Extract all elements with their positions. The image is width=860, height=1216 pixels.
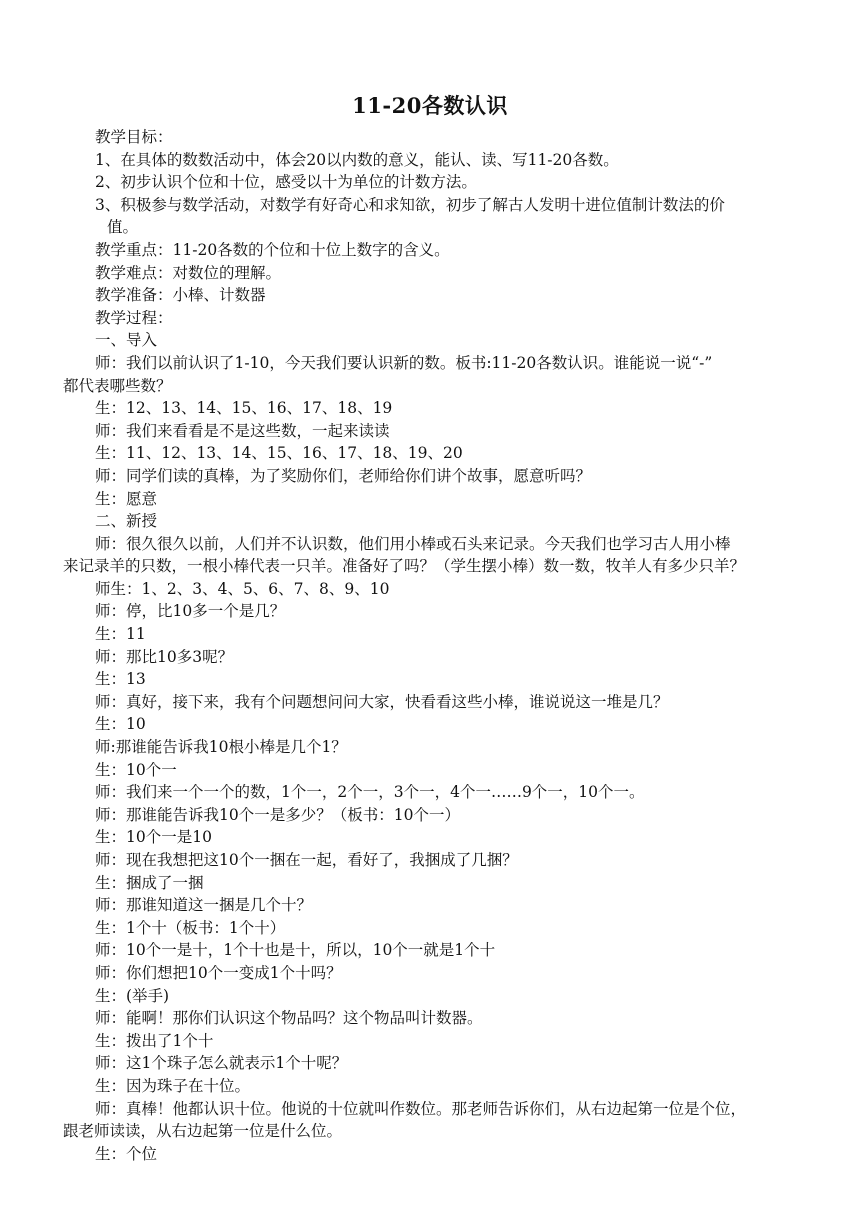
- paragraph-line: 师生：1、2、3、4、5、6、7、8、9、10: [95, 579, 390, 598]
- paragraph-line: 教学过程：: [95, 308, 173, 327]
- paragraph-line: 师：那比10多3呢？: [95, 647, 234, 666]
- paragraph-line: 师：那谁能告诉我10个一是多少？（板书：10个一）: [95, 805, 460, 824]
- paragraph-line: 教学重点：11-20各数的个位和十位上数字的含义。: [95, 240, 450, 259]
- paragraph-line: 生：13: [95, 670, 146, 689]
- paragraph-line: 生：捆成了一捆: [95, 873, 204, 892]
- paragraph-line: 生：个位: [95, 1144, 158, 1163]
- paragraph-line: 生：10个一是10: [95, 828, 212, 847]
- paragraph-line: 都代表哪些数？: [63, 376, 172, 395]
- paragraph-line: 生：10个一: [95, 760, 177, 779]
- paragraph-line: 教学准备：小棒、计数器: [95, 286, 266, 305]
- paragraph-line: 1、在具体的数数活动中，体会20以内数的意义，能认、读、写11-20各数。: [95, 150, 619, 169]
- paragraph-line: 师：现在我想把这10个一捆在一起，看好了，我捆成了几捆？: [95, 851, 518, 869]
- paragraph-line: 生：愿意: [95, 489, 158, 508]
- document-body: [63, 126, 803, 1165]
- section-heading: 二、新授: [95, 512, 158, 531]
- paragraph-line: 生：因为珠子在十位。: [95, 1076, 251, 1095]
- paragraph-line: 师：同学们读的真棒，为了奖励你们，老师给你们讲个故事，愿意听吗？: [95, 466, 592, 485]
- paragraph-line: 来记录羊的只数，一根小棒代表一只羊。准备好了吗？（学生摆小棒）数一数，牧羊人有多少只羊？: [63, 557, 746, 576]
- paragraph-line: 生：1个十（板书：1个十）: [95, 918, 286, 937]
- paragraph-line: 生：12、13、14、15、16、17、18、19: [95, 399, 393, 418]
- paragraph-line: 师：10个一是十，1个十也是十，所以，10个一就是1个十: [95, 941, 496, 960]
- paragraph-line: 师：你们想把10个一变成1个十吗？: [95, 963, 342, 982]
- paragraph-line: 3、积极参与数学活动，对数学有好奇心和求知欲，初步了解古人发明十进位值制计数法的价: [95, 195, 725, 214]
- paragraph-line: 师：真棒！他都认识十位。他说的十位就叫作数位。那老师告诉你们，从右边起第一位是个位，: [95, 1099, 747, 1118]
- section-heading: 一、导入: [95, 331, 158, 350]
- document-title: 11-20各数认识: [352, 93, 508, 118]
- paragraph-line: 生：(举手): [95, 986, 170, 1005]
- paragraph-line: 值。: [107, 218, 139, 237]
- paragraph-line: 跟老师读读，从右边起第一位是什么位。: [63, 1122, 343, 1141]
- paragraph-line: 师：那谁知道这一捆是几个十？: [95, 896, 313, 915]
- paragraph-line: 生：10: [95, 715, 146, 734]
- paragraph-line: 师：我们以前认识了1-10，今天我们要认识新的数。板书:11-20各数认识。谁能说一说“-”: [95, 353, 713, 372]
- paragraph-line: 2、初步认识个位和十位，感受以十为单位的计数方法。: [95, 173, 477, 192]
- paragraph-line: 生：11: [95, 625, 146, 644]
- paragraph-line: 师：这1个珠子怎么就表示1个十呢？: [95, 1054, 348, 1073]
- paragraph-line: 生：11、12、13、14、15、16、17、18、19、20: [95, 444, 463, 463]
- paragraph-line: 生：拨出了1个十: [95, 1031, 214, 1050]
- paragraph-line: 师：很久很久以前，人们并不认识数，他们用小棒或石头来记录。今天我们也学习古人用小棒: [95, 534, 731, 553]
- paragraph-line: 师：我们来看看是不是这些数，一起来读读: [95, 421, 390, 440]
- paragraph-line: 教学目标：: [95, 128, 173, 146]
- paragraph-line: 师：我们来一个一个的数，1个一，2个一，3个一，4个一……9个一，10个一。: [95, 783, 645, 802]
- paragraph-line: 师:那谁能告诉我10根小棒是几个1？: [95, 738, 347, 757]
- paragraph-line: 教学难点：对数位的理解。: [95, 263, 282, 282]
- paragraph-line: 师：停，比10多一个是几？: [95, 602, 286, 621]
- paragraph-line: 师：能啊！那你们认识这个物品吗？这个物品叫计数器。: [95, 1009, 483, 1028]
- paragraph-line: 师：真好，接下来，我有个问题想问问大家，快看看这些小棒，谁说说这一堆是几？: [95, 692, 669, 711]
